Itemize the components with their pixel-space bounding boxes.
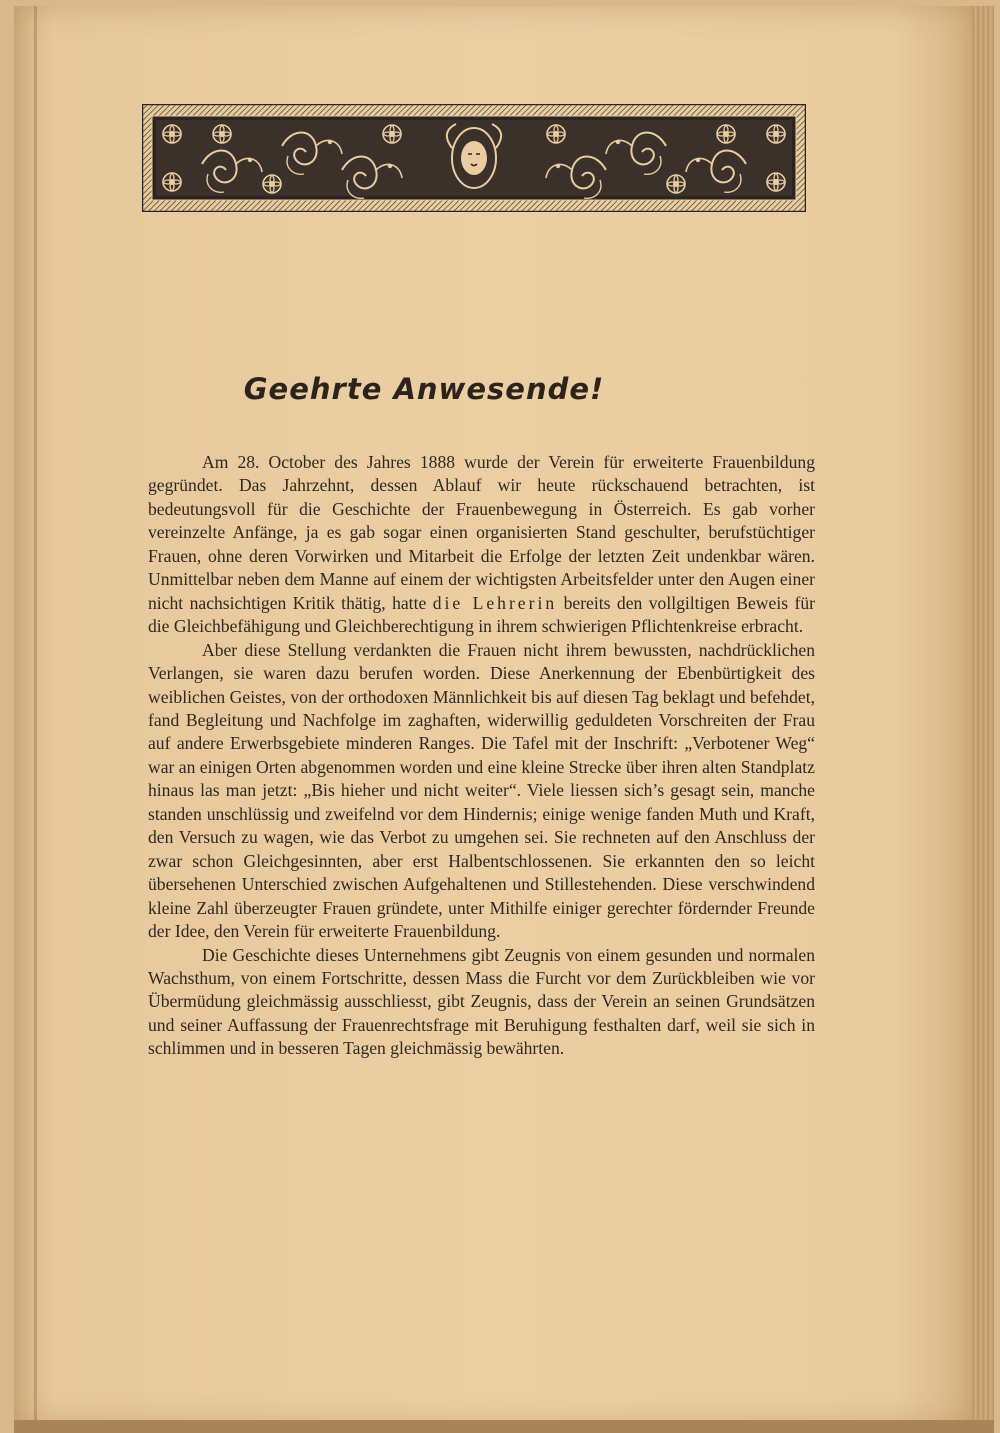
paragraph-text: Aber diese Stellung verdankten die Frauen nicht ihrem bewussten, nachdrücklichen Verlangen, sie waren dazu berufen worden. Diese Anerkennung der Ebenbürtigkeit des weiblichen Geistes, von der orthodoxen Männlichkeit bis auf diesen Tag beklagt und befehdet, fand Begleitung und Nachfolge im zaghaften, widerwillig geduldeten Vorschreiten der Frau auf andere Erwerbsgebiete minderen Ranges. Die Tafel mit der Inschrift: „Verbotener Weg“ war an einigen Orten abgenommen worden und eine kleine Strecke über ihren alten Standplatz hinaus las man jetzt: „Bis hieher und nicht weiter“. Viele liessen sich’s gesagt sein, manche standen unschlüssig und zweifelnd vor dem Hindernis; einige wenige fanden Muth und Kraft, den Versuch zu wagen, wie das Verbot zu umgehen sei. Sie rechneten auf den Anschluss der zwar schon Gleichgesinnten, aber erst Halbentschlossenen. Sie erkannten den so leicht übersehenen Unterschied zwischen Aufgehaltenen und Stillestehenden. Diese verschwindend kleine Zahl überzeugter Frauen gründete, unter Mithilfe einiger gerechter fördernder Freunde der Idee, den Verein für erweiterte Frauenbildung. [148, 639, 815, 942]
page-fold-shadow [34, 6, 37, 1424]
body-text [148, 451, 815, 1061]
emphasized-term: die Lehrerin [432, 592, 558, 613]
paragraph-3 [148, 944, 815, 1061]
paragraph-text: bereits den vollgiltigen Beweis für die Gleichbefähigung und Gleichberechtigung in ihrem schwierigen Pflichtenkreise erbracht. [148, 592, 815, 637]
page-bottom-edge [14, 1420, 994, 1433]
paragraph-2 [148, 639, 815, 944]
page-stack-edge [972, 6, 994, 1424]
page-heading: Geehrte Anwesende! [243, 372, 605, 406]
paragraph-1 [148, 451, 815, 639]
ornamental-headpiece-icon [142, 104, 806, 212]
paragraph-text: Am 28. October des Jahres 1888 wurde der Verein für erweiterte Frauenbildung gegründet. Das Jahrzehnt, dessen Ablauf wir heute rückschauend betrachten, ist bedeutungsvoll für die Geschichte der Frauenbewegung in Österreich. Es gab vorher vereinzelte Anfänge, ja es gab sogar einen organisierten Stand geschulter, berufstüchtiger Frauen, ohne deren Vorwirken und Mitarbeit die Erfolge der letzten Zeit undenkbar wären. Unmittelbar neben dem Manne auf einem der wichtigsten Arbeitsfelder unter den Augen einer nicht nachsichtigen Kritik thätig, hatte [148, 452, 815, 613]
paragraph-text: Die Geschichte dieses Unternehmens gibt Zeugnis von einem gesunden und normalen Wachsthum, von einem Fortschritte, dessen Mass die Furcht vor dem Zurückbleiben wie vor Übermüdung gleichmässig ausschliesst, gibt Zeugnis, dass der Verein an seinen Grundsätzen und seiner Auffassung der Frauenrechtsfrage mit Beruhigung festhalten darf, weil sie sich in schlimmen und in besseren Tagen gleichmässig bewährten. [148, 944, 815, 1059]
